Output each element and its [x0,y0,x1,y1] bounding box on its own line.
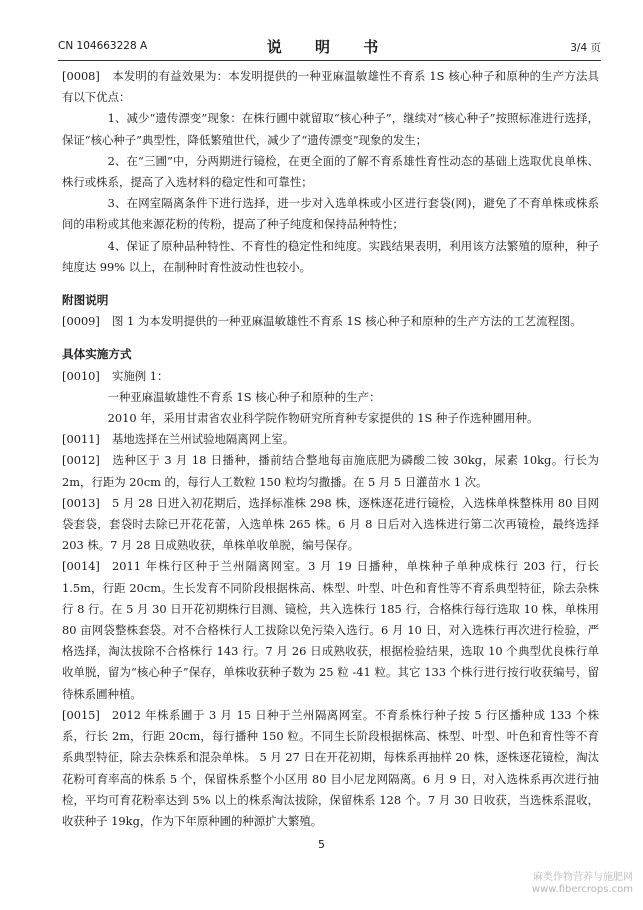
paragraph-number: [0008] [62,69,100,83]
paragraph-text: 5 月 28 日进入初花期后，选择标准株 298 株，逐株逐花进行镜检，入选株单株整株用 80 目网袋套袋，套袋时去除已开花花蕾，入选单株 265 株。6 月 8 日后对入选株进行第二次再镜检，最终选择 203 株。7 月 28 日成熟收获，单株单收单脱，编号保存。 [62,495,599,553]
paragraph-text: 图 1 为本发明提供的一种亚麻温敏雄性不育系 1S 核心种子和原种的生产方法的工艺流程图。 [112,314,582,329]
paragraph-number: [0011] [62,432,100,447]
paragraph-0015 [62,705,599,832]
paragraph-0008 [62,66,599,108]
page-indicator: 3/4 页 [570,42,601,54]
paragraph-text: 实施例 1： [112,368,169,383]
watermark [532,872,633,896]
paragraph-number: [0015] [62,707,100,722]
paragraph-0010 [62,366,599,387]
paragraph-number: [0010] [62,368,100,383]
paragraph-0011 [62,429,599,450]
benefit-item-3: 3、在网室隔离条件下进行选择，进一步对入选单株或小区进行套袋(网)，避免了不育单株或株系间的串粉或其他来源花粉的传粉，提高了种子纯度和保持品种特性； [62,196,599,232]
paragraph-text: 选种区于 3 月 18 日播种，播前结合整地每亩施底肥为磷酸二铵 30kg，尿素 10kg。行长为 2m，行距为 20cm 的，每行人工数粒 150 粒均匀撒播。在 5 月 5 日灌苗水 1 次。 [62,453,599,489]
embodiment-seed-source: 2010 年，采用甘肃省农业科学院作物研究所育种专家提供的 1S 种子作选种圃用种。 [107,411,539,426]
benefit-item-4: 4、保证了原种品种特性、不育性的稳定性和纯度。实践结果表明，利用该方法繁殖的原种，种子纯度达 99% 以上，在制种时育性波动性也较小。 [62,238,599,274]
paragraph-number: [0012] [62,453,100,468]
page-header [58,36,601,58]
paragraph-0013 [62,493,599,557]
benefit-item-2: 2、在“三圃”中，分两期进行镜检，在更全面的了解不育系雄性育性动态的基础上选取优良单株、株行或株系，提高了入选材料的稳定性和可靠性； [62,153,599,190]
paragraph-text: 2011 年株行区种于兰州隔离网室。3 月 19 日播种，单株种子单种成株行 203 行，行长 1.5m，行距 20cm。生长发育不同阶段根据株高、株型、叶型、叶色和育性等不育系典型特征，除去杂株行 8 行。在 5 月 30 日开花初期株行目测、镜检，共入选株行 185 行，合格株行每行选取 10 株，单株用 80 亩网袋整株套袋。对不合格株行人工拔除以免污染入选行。6 月 10 日，对入选株行再次进行检验，严格选择，淘汰拔除不合格株行 143 行。7 月 26 日成熟收获，根据检验结果，选取 10 个典型优良株行单收单脱，留为“核心种子”保存，单株收获种子数为 25 粒 -41 粒。其它 133 个株行进行按行收获编号，留待株系圃种植。 [62,559,599,701]
section-heading-figures: 附图说明 [62,293,109,308]
watermark-site-name: 麻类作物营养与施肥网 [533,872,633,883]
watermark-url: www.fibercrops.com [531,884,633,895]
paragraph-text: 基地选择在兰州试验地隔离网上室。 [112,432,295,447]
document-title: 说 明 书 [266,38,393,56]
page-number: 5 [318,838,325,851]
paragraph-text: 本发明的有益效果为：本发明提供的一种亚麻温敏雄性不育系 1S 核心种子和原种的生产方法具有以下优点： [62,69,599,105]
paragraph-0014 [62,556,599,704]
paragraph-0009 [62,311,599,332]
paragraph-number: [0014] [62,559,100,574]
patent-number: CN 104663228 A [58,40,148,52]
benefit-item-1: 1、减少“遗传漂变”现象：在株行圃中就留取“核心种子”，继续对“核心种子”按照标准进行选择，保证“核心种子”典型性，降低繁殖世代，减少了“遗传漂变”现象的发生； [62,111,599,147]
paragraph-number: [0013] [62,495,100,510]
header-rule [58,60,601,61]
embodiment-title: 一种亚麻温敏雄性不育系 1S 核心种子和原种的生产： [107,389,381,404]
document-body [62,66,599,832]
section-heading-embodiment: 具体实施方式 [62,347,132,362]
paragraph-number: [0009] [62,314,100,329]
paragraph-0012 [62,450,599,492]
paragraph-text: 2012 年株系圃于 3 月 15 日种于兰州隔离网室。不育系株行种子按 5 行区播种成 133 个株系，行长 2m，行距 20cm，每行播种 150 粒。不同生长阶段根据株高、株型、叶型、叶色和育性等不育系典型特征，除去杂株系和混杂单株。 5 月 27 日在开花初期，每株系再抽样 20 株，逐株逐花镜检，淘汰花粉可育率高的株系 5 个，保留株系整个小区用 80 目小尼龙网隔离。6 月 9 日，对入选株系再次进行抽检，平均可育花粉率达到 5% 以上的株系淘汰拔除，保留株系 128 个。7 月 30 日收获，当选株系混收，收获种子 19kg，作为下年原种圃的种源扩大繁殖。 [62,707,599,828]
